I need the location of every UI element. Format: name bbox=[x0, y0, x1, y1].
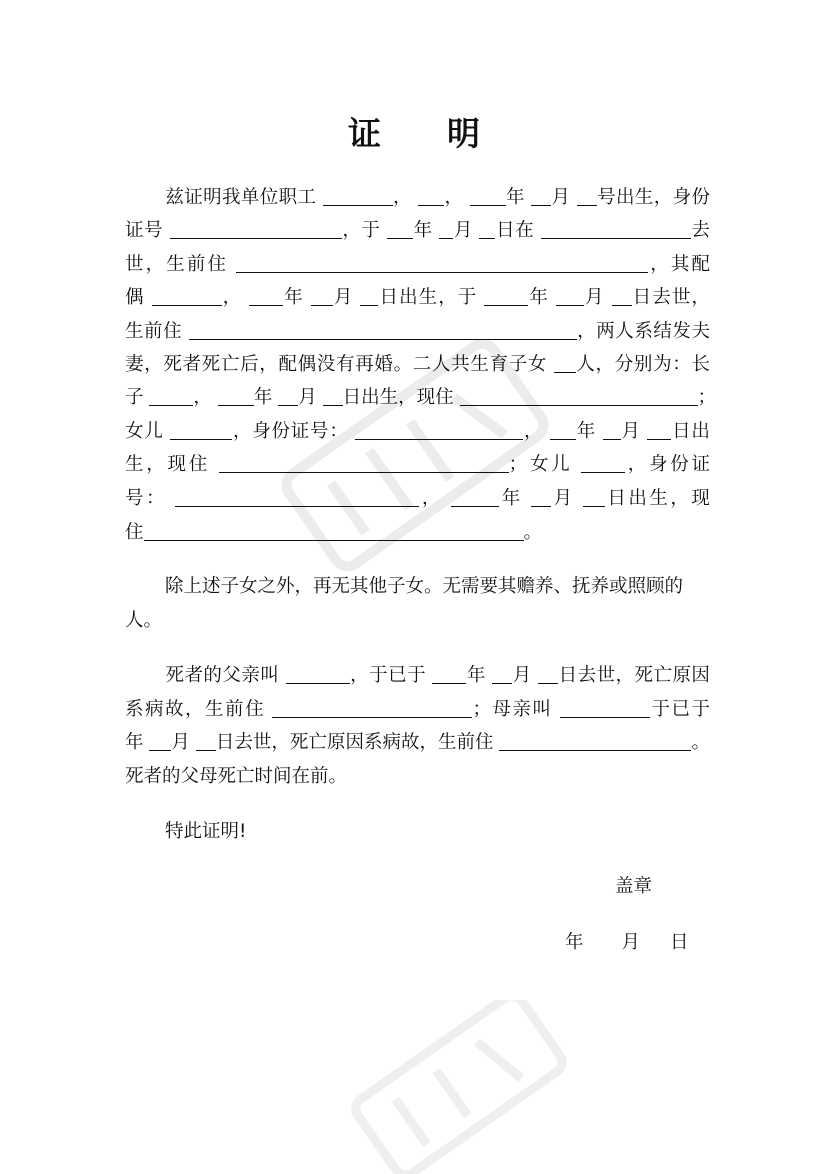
text: 。 bbox=[523, 522, 543, 543]
text: 生，现住 bbox=[125, 454, 210, 475]
text: 证号 bbox=[125, 220, 164, 241]
paragraph1-line-7 bbox=[125, 382, 717, 414]
closing-text: 特此证明! bbox=[165, 821, 247, 842]
paragraph1-line-3 bbox=[125, 249, 710, 281]
watermark-graphic-bottom bbox=[330, 1000, 590, 1174]
text: ，于已于 bbox=[349, 665, 427, 686]
blank-death-month bbox=[439, 216, 453, 239]
text: ， bbox=[444, 187, 464, 208]
title-char-2: 明 bbox=[447, 114, 482, 153]
text: 子 bbox=[125, 387, 144, 408]
blank-employee-name bbox=[323, 183, 393, 206]
text: ； bbox=[697, 387, 717, 408]
text: 日在 bbox=[495, 220, 535, 241]
text: ，身份证 bbox=[624, 454, 710, 475]
blank-father-name bbox=[286, 661, 350, 684]
text: 月 bbox=[332, 287, 354, 308]
blank-son-birth-year bbox=[218, 383, 254, 406]
date-year: 年 bbox=[565, 932, 584, 953]
blank-death-day bbox=[479, 216, 495, 239]
blank-mother-name bbox=[560, 695, 650, 718]
paragraph3-line-4 bbox=[125, 761, 710, 793]
text: ， bbox=[193, 387, 212, 408]
paragraph1-line-6 bbox=[125, 349, 710, 381]
blank-son-name bbox=[149, 383, 193, 406]
closing-line bbox=[125, 816, 710, 848]
blank-birth-day bbox=[577, 183, 597, 206]
text: ， bbox=[221, 287, 243, 308]
paragraph1-line-5 bbox=[125, 316, 710, 348]
text: 死者的父母死亡时间在前。 bbox=[125, 766, 348, 787]
text: ，其配 bbox=[648, 254, 710, 275]
text: 妻，死者死亡后，配偶没有再婚。二人共生育子女 bbox=[125, 354, 548, 375]
blank-id-number bbox=[170, 216, 342, 239]
blank-gender bbox=[418, 183, 444, 206]
text: 月 bbox=[171, 732, 190, 753]
text: 月 bbox=[551, 187, 571, 208]
text: 住 bbox=[125, 522, 144, 543]
blank-death-place bbox=[541, 216, 691, 239]
text: ；女儿 bbox=[508, 454, 573, 475]
date-month: 月 bbox=[621, 932, 641, 953]
blank-son-birth-day bbox=[323, 383, 343, 406]
text: 女儿 bbox=[125, 421, 164, 442]
blank-death-year bbox=[387, 216, 413, 239]
text: 年 bbox=[283, 287, 304, 308]
blank-residence bbox=[236, 250, 648, 273]
text: 月 bbox=[453, 220, 473, 241]
text: 世，生前住 bbox=[125, 254, 229, 275]
text: 年 bbox=[505, 187, 525, 208]
paragraph1-line-8 bbox=[125, 416, 710, 448]
blank-children-count bbox=[554, 350, 576, 373]
text: 生前住 bbox=[125, 321, 183, 342]
text: 月 bbox=[583, 287, 605, 308]
paragraph1-line-10 bbox=[125, 483, 710, 515]
paragraph1-line-9 bbox=[125, 449, 710, 481]
paragraph2-line-1 bbox=[125, 571, 710, 603]
text: ，身份证号： bbox=[232, 421, 349, 442]
blank-mother-death-month bbox=[149, 728, 171, 751]
text: ， bbox=[419, 488, 443, 509]
text: 月 bbox=[620, 421, 641, 442]
date-day: 日 bbox=[670, 932, 689, 953]
text: 号出生，身份 bbox=[596, 187, 710, 208]
blank-spouse-birth-year bbox=[249, 283, 283, 306]
text: 日出生，于 bbox=[378, 287, 478, 308]
text: 号： bbox=[125, 488, 167, 509]
paragraph3-line-3 bbox=[125, 727, 710, 759]
text: ；母亲叫 bbox=[472, 699, 553, 720]
blank-daughter2-name bbox=[581, 450, 625, 473]
text: 。 bbox=[691, 732, 710, 753]
text: 日出生，现住 bbox=[342, 387, 454, 408]
page-title bbox=[0, 108, 830, 155]
text: 年 bbox=[253, 387, 273, 408]
text: 月 bbox=[512, 665, 532, 686]
blank-birth-year bbox=[470, 183, 506, 206]
text: 月 bbox=[551, 488, 575, 509]
paragraph1-line-11 bbox=[125, 517, 710, 549]
text: 年 bbox=[575, 421, 597, 442]
blank-daughter2-residence bbox=[144, 518, 524, 541]
blank-spouse-birth-month bbox=[311, 283, 333, 306]
text: ， bbox=[392, 187, 412, 208]
blank-mother-residence bbox=[499, 728, 691, 751]
paragraph1-line-2 bbox=[125, 215, 710, 247]
text: 人。 bbox=[125, 610, 163, 631]
text: 年 bbox=[413, 220, 433, 241]
blank-daughter1-birth-month bbox=[603, 417, 621, 440]
paragraph2-line-2 bbox=[125, 605, 710, 637]
blank-son-residence bbox=[460, 383, 698, 406]
blank-spouse-name bbox=[152, 283, 222, 306]
text: ，两人系结发夫 bbox=[576, 321, 710, 342]
blank-daughter2-birth-day bbox=[583, 484, 605, 507]
text: 日去世，死亡原因系病故，生前住 bbox=[215, 732, 494, 753]
text: 日去世， bbox=[631, 287, 710, 308]
paragraph1-line-4 bbox=[125, 282, 710, 314]
blank-father-death-day bbox=[538, 661, 558, 684]
blank-son-birth-month bbox=[278, 383, 298, 406]
blank-daughter2-birth-month bbox=[531, 484, 551, 507]
blank-spouse-death-month bbox=[556, 283, 584, 306]
text: 系病故，生前住 bbox=[125, 699, 266, 720]
text: 偶 bbox=[125, 287, 145, 308]
text: 日出生，现 bbox=[604, 488, 710, 509]
blank-daughter1-birth-year bbox=[550, 417, 576, 440]
paragraph3-line-1 bbox=[125, 660, 710, 692]
blank-spouse-residence bbox=[189, 317, 577, 340]
blank-birth-month bbox=[531, 183, 551, 206]
blank-spouse-death-day bbox=[612, 283, 632, 306]
text: 日出 bbox=[671, 421, 710, 442]
text: 年 bbox=[466, 665, 486, 686]
text: 兹证明我单位职工 bbox=[165, 187, 317, 208]
text: ，于 bbox=[341, 220, 381, 241]
text: ， bbox=[523, 421, 544, 442]
blank-spouse-birth-day bbox=[360, 283, 378, 306]
title-char-1: 证 bbox=[348, 114, 383, 153]
blank-daughter1-residence bbox=[219, 450, 509, 473]
text: 年 bbox=[528, 287, 550, 308]
blank-father-death-month bbox=[492, 661, 512, 684]
blank-daughter1-birth-day bbox=[647, 417, 671, 440]
paragraph1-line-1 bbox=[125, 182, 710, 214]
blank-daughter2-birth-year bbox=[451, 484, 499, 507]
text: 年 bbox=[125, 732, 144, 753]
text: 于已于 bbox=[649, 699, 710, 720]
blank-father-residence bbox=[272, 695, 472, 718]
blank-daughter2-id bbox=[175, 484, 419, 507]
text: 日去世，死亡原因 bbox=[558, 665, 710, 686]
blank-spouse-death-year bbox=[484, 283, 528, 306]
seal-label: 盖章 bbox=[615, 876, 653, 897]
text: 除上述子女之外，再无其他子女。无需要其赡养、抚养或照顾的 bbox=[165, 576, 684, 597]
blank-daughter1-name bbox=[170, 417, 232, 440]
blank-father-death-year bbox=[432, 661, 466, 684]
blank-daughter1-id bbox=[355, 417, 523, 440]
text: 去 bbox=[690, 220, 710, 241]
blank-mother-death-day bbox=[196, 728, 216, 751]
text: 年 bbox=[499, 488, 523, 509]
text: 月 bbox=[298, 387, 317, 408]
text: 人，分别为：长 bbox=[575, 354, 710, 375]
paragraph3-line-2 bbox=[125, 694, 710, 726]
date-line bbox=[565, 928, 689, 958]
text: 死者的父亲叫 bbox=[165, 665, 280, 686]
